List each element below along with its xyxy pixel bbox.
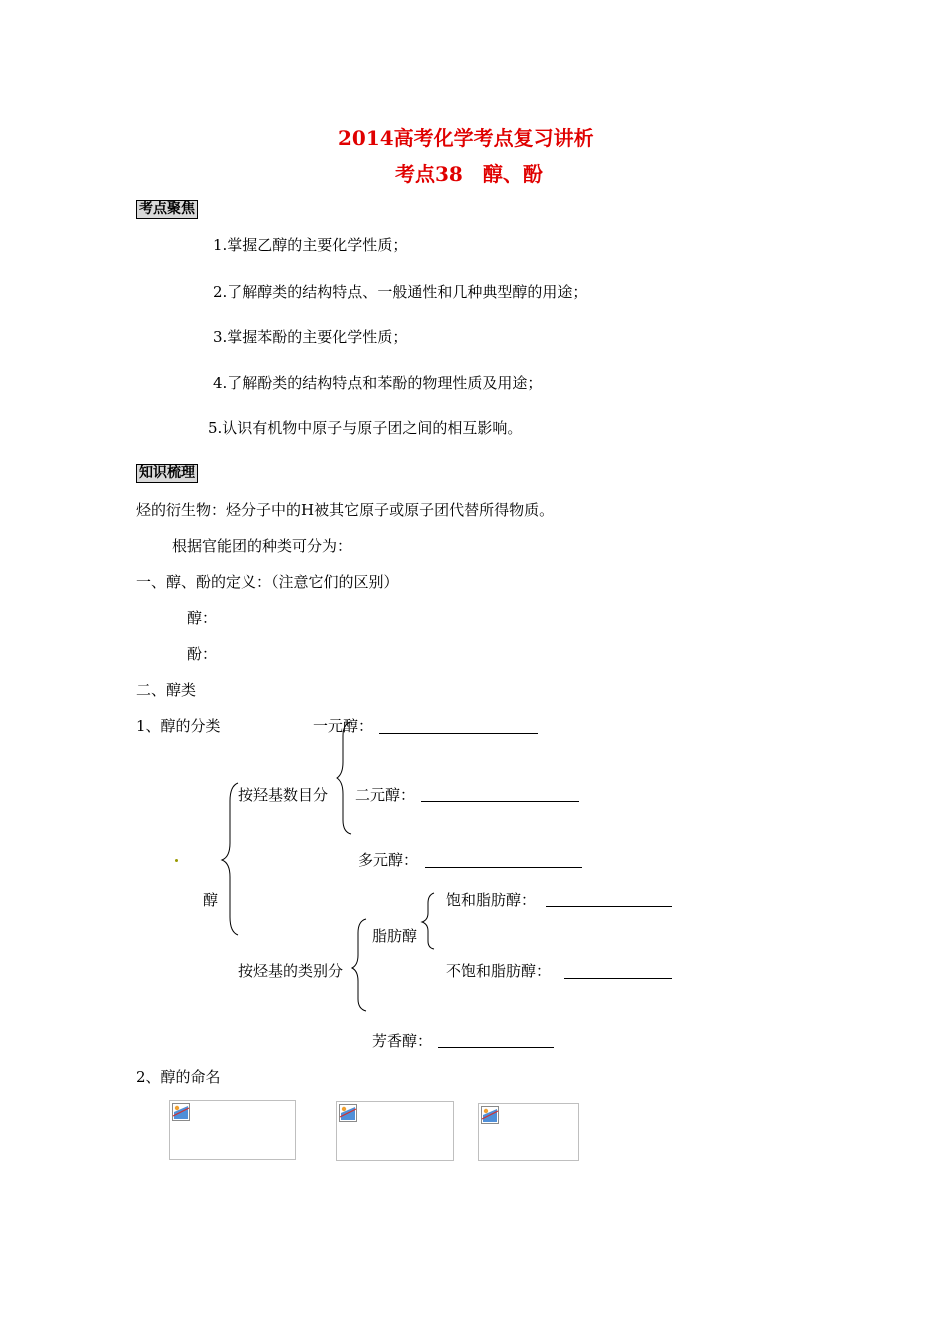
- hydrocarbon-brace: [352, 919, 372, 1011]
- document-title: 2014高考化学考点复习讲析: [338, 126, 594, 150]
- stray-dot: [175, 859, 178, 862]
- image-placeholder-2: [336, 1101, 454, 1161]
- tree-aromatic-label: 芳香醇：: [372, 1032, 433, 1050]
- tree-saturated-label: 饱和脂肪醇：: [446, 891, 537, 909]
- naming-heading: 2、醇的命名: [136, 1068, 221, 1086]
- classification-heading: 1、醇的分类: [136, 717, 221, 735]
- tree-di-label: 二元醇：: [355, 786, 416, 804]
- document-subtitle: 考点38 醇、酚: [395, 162, 543, 186]
- tree-unsaturated-blank: [564, 978, 672, 979]
- tree-by-hydrocarbon-label: 按烃基的类别分: [238, 962, 344, 980]
- tree-by-hydroxyl-label: 按羟基数目分: [238, 786, 329, 804]
- objective-3: 3.掌握苯酚的主要化学性质；: [213, 328, 408, 346]
- tree-poly-blank: [425, 867, 582, 868]
- tree-aromatic-blank: [438, 1047, 554, 1048]
- section-tag-review: 知识梳理: [136, 464, 198, 483]
- alcohols-heading: 二、醇类: [136, 681, 197, 699]
- tree-mono-blank: [379, 733, 538, 734]
- objective-4: 4.了解酚类的结构特点和苯酚的物理性质及用途；: [213, 374, 543, 392]
- image-placeholder-3: [478, 1103, 579, 1161]
- classification-intro: 根据官能团的种类可分为：: [172, 537, 353, 555]
- hydroxyl-brace: [337, 722, 357, 832]
- phenol-definition-label: 酚：: [187, 645, 218, 663]
- alcohol-definition-label: 醇：: [187, 609, 218, 627]
- image-placeholder-1: [169, 1100, 296, 1160]
- derivative-definition: 烃的衍生物：烃分子中的H被其它原子或原子团代替所得物质。: [136, 501, 555, 519]
- broken-image-icon: [172, 1103, 190, 1121]
- tree-unsaturated-label: 不饱和脂肪醇：: [446, 962, 552, 980]
- broken-image-icon: [481, 1106, 499, 1124]
- aliphatic-brace: [422, 893, 438, 949]
- objective-2: 2.了解醇类的结构特点、一般通性和几种典型醇的用途；: [213, 283, 588, 301]
- tree-aliphatic-label: 脂肪醇: [372, 927, 418, 945]
- tree-mono-label: 一元醇：: [313, 717, 374, 735]
- tree-poly-label: 多元醇：: [358, 851, 419, 869]
- tree-di-blank: [421, 801, 579, 802]
- section-tag-focus: 考点聚焦: [136, 200, 198, 219]
- definition-heading: 一、醇、酚的定义：（注意它们的区别）: [136, 573, 399, 591]
- root-brace: [222, 783, 242, 933]
- broken-image-icon: [339, 1104, 357, 1122]
- objective-1: 1.掌握乙醇的主要化学性质；: [213, 236, 408, 254]
- tree-root-label: 醇: [203, 891, 219, 909]
- tree-saturated-blank: [546, 906, 672, 907]
- objective-5: 5.认识有机物中原子与原子团之间的相互影响。: [208, 419, 523, 437]
